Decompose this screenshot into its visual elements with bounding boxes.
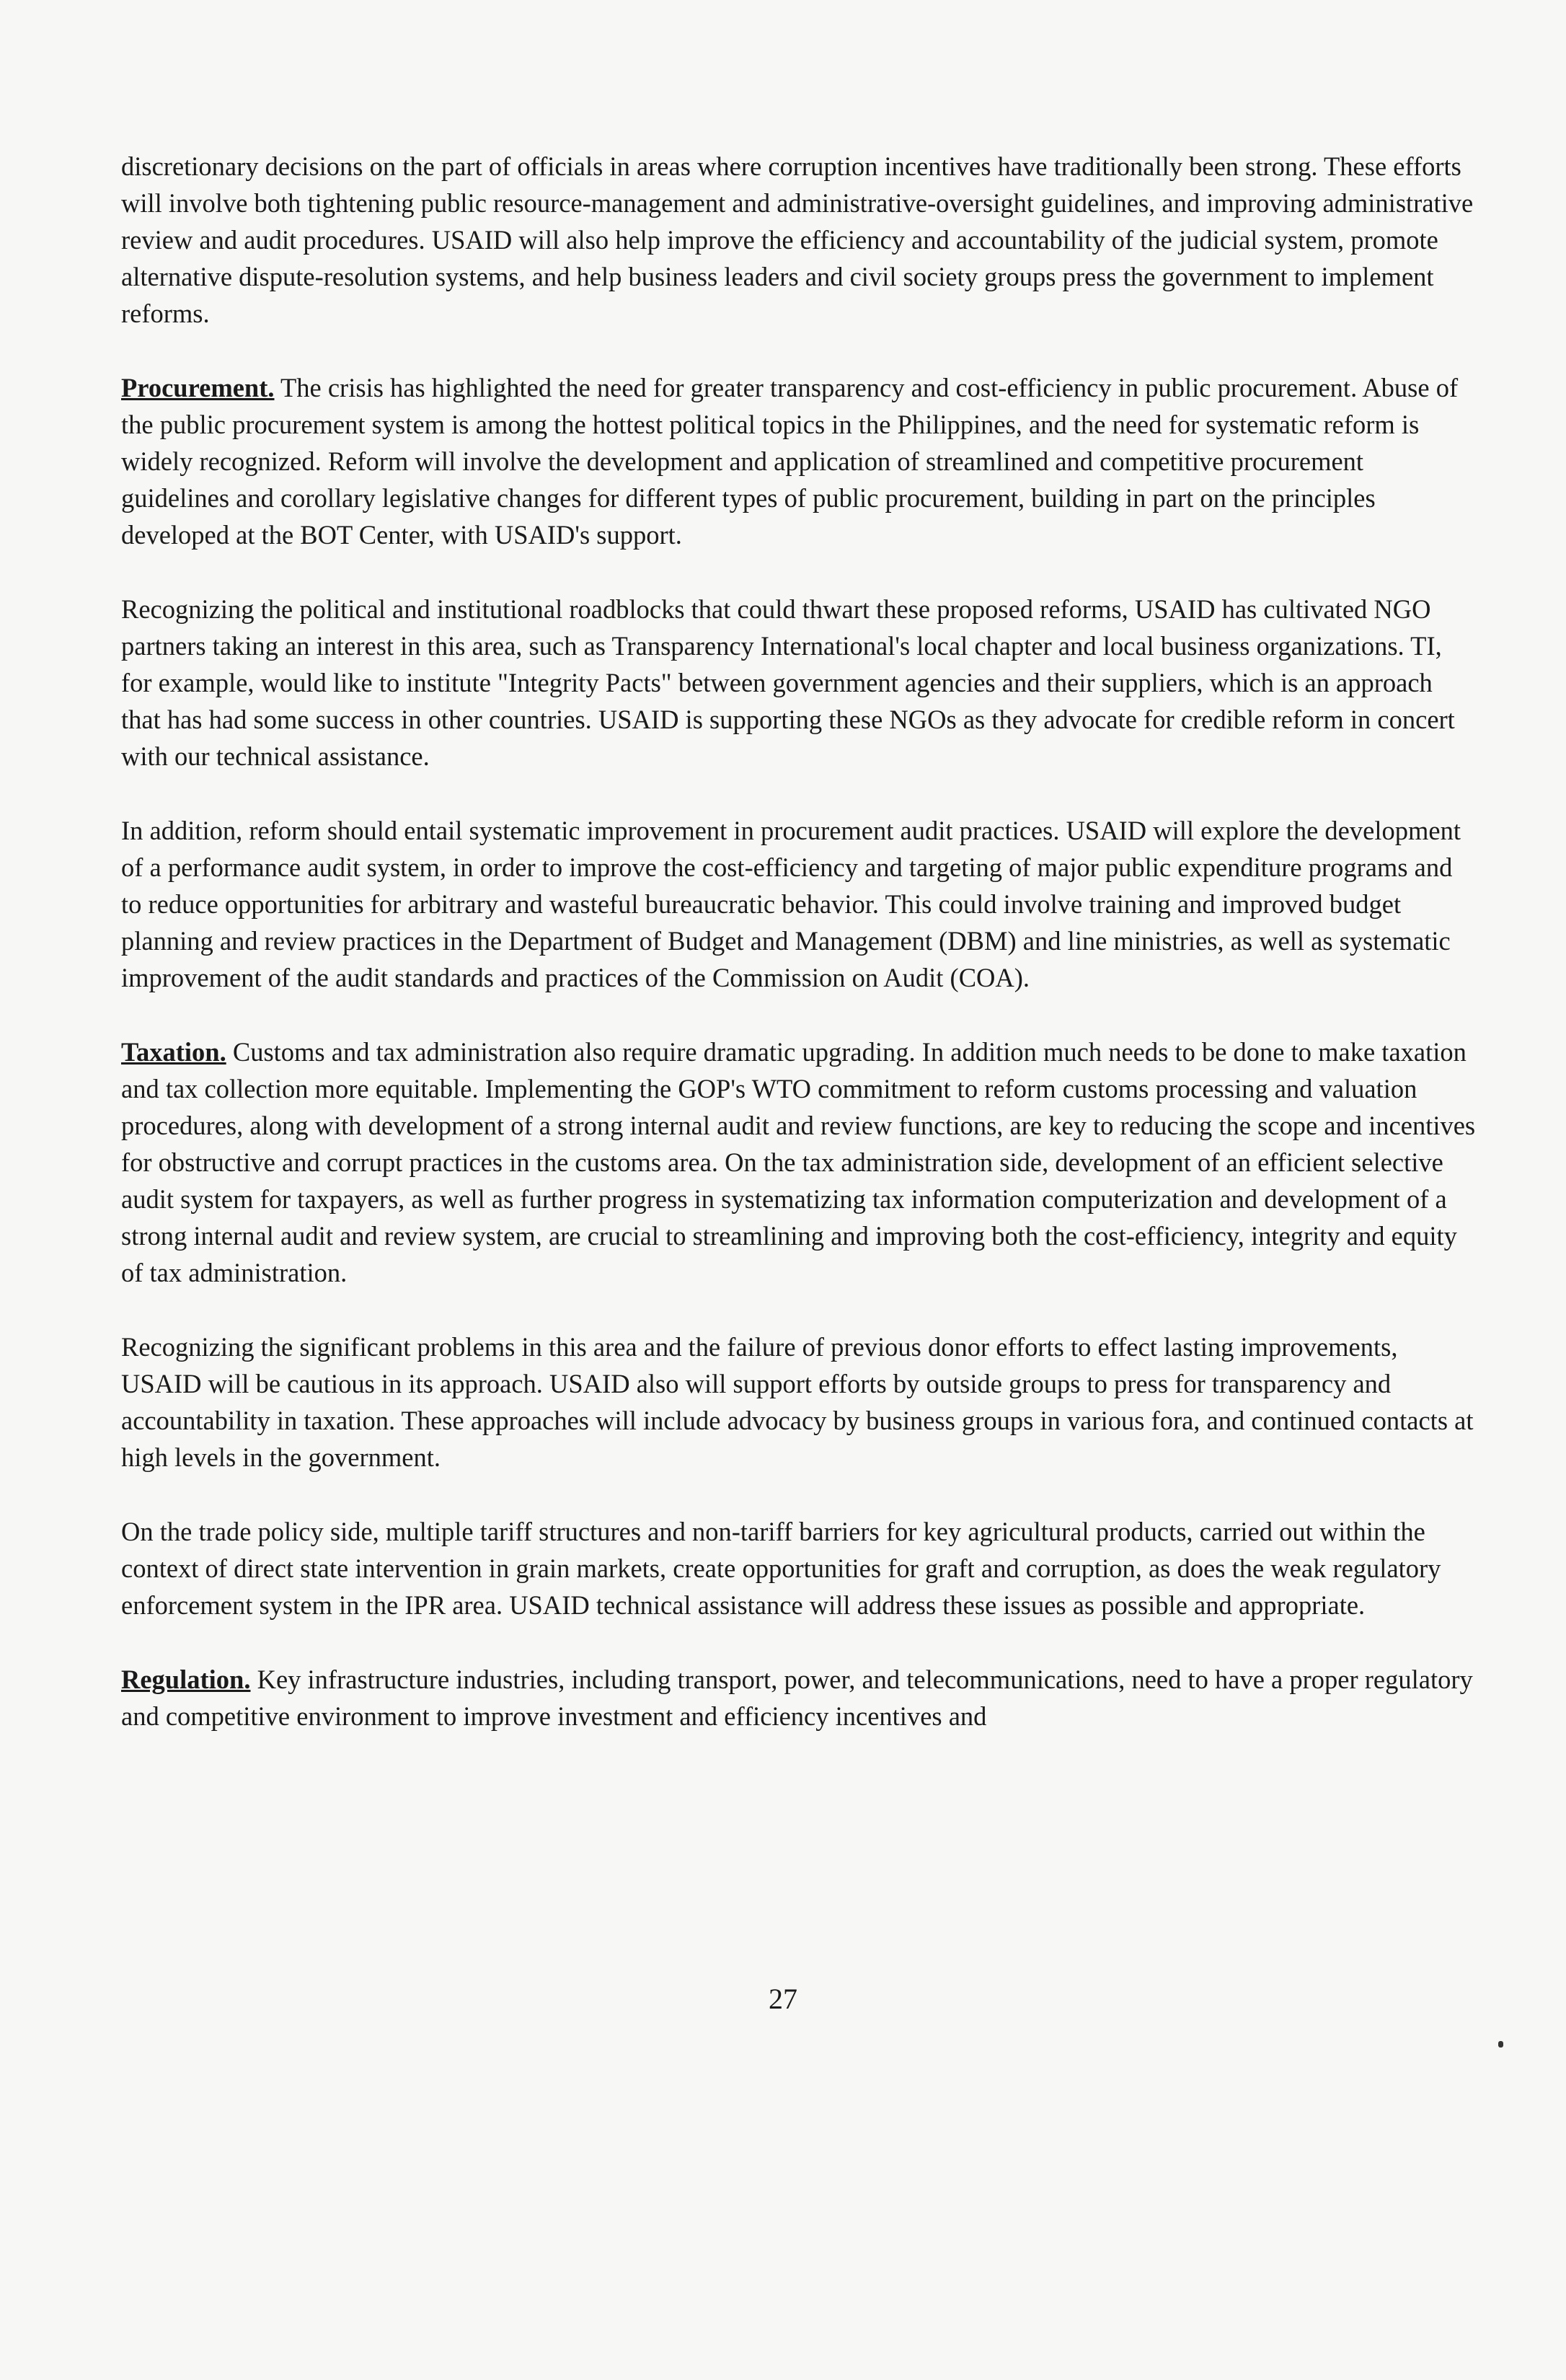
paragraph-regulation <box>121 1661 1477 1735</box>
paragraph-text: On the trade policy side, multiple tariff structures and non-tariff barriers for key agricultural products, carried out within the context of direct state intervention in grain markets, create opportunities for graft and corruption, as does the weak regulatory enforcement system in the IPR area. USAID technical assistance will address these issues as possible and appropriate. <box>121 1517 1441 1620</box>
paragraph-text: Recognizing the significant problems in this area and the failure of previous donor efforts to effect lasting improvements, USAID will be cautious in its approach. USAID also will support efforts by outside groups to press for transparency and accountability in taxation. These approaches will include advocacy by business groups in various fora, and continued contacts at high levels in the government. <box>121 1332 1474 1472</box>
section-heading-procurement: Procurement. <box>121 373 275 402</box>
paragraph-ngo-partners <box>121 591 1477 775</box>
paragraph-text: The crisis has highlighted the need for greater transparency and cost-efficiency in public procurement. Abuse of the public procurement system is among the hottest political topics in the Philippines, and the need for systematic reform is widely recognized. Reform will involve the development and application of streamlined and competitive procurement guidelines and corollary legislative changes for different types of public procurement, building in part on the principles developed at the BOT Center, with USAID's support. <box>121 373 1459 550</box>
paragraph-audit-practices <box>121 812 1477 996</box>
section-heading-regulation: Regulation. <box>121 1665 251 1694</box>
page-number: 27 <box>769 1983 797 2015</box>
paragraph-text: Recognizing the political and institutional roadblocks that could thwart these proposed reforms, USAID has cultivated NGO partners taking an interest in this area, such as Transparency International's local chapter and local business organizations. TI, for example, would like to institute "Integrity Pacts" between government agencies and their suppliers, which is an approach that has had some success in other countries. USAID is supporting these NGOs as they advocate for credible reform in concert with our technical assistance. <box>121 594 1455 771</box>
paragraph-text: Key infrastructure industries, including transport, power, and telecommunications, need to have a proper regulatory and competitive environment to improve investment and efficiency incentives and <box>121 1665 1473 1731</box>
paragraph-text: Customs and tax administration also require dramatic upgrading. In addition much needs to be done to make taxation and tax collection more equitable. Implementing the GOP's WTO commitment to reform customs processing and valuation procedures, along with development of a strong internal audit and review functions, are key to reducing the scope and incentives for obstructive and corrupt practices in the customs area. On the tax administration side, development of an efficient selective audit system for taxpayers, as well as further progress in systematizing tax information computerization and development of a strong internal audit and review system, are crucial to streamlining and improving both the cost-efficiency, integrity and equity of tax administration. <box>121 1037 1476 1287</box>
paragraph-taxation <box>121 1033 1477 1291</box>
section-heading-taxation: Taxation. <box>121 1037 226 1067</box>
scan-speck-mark <box>1498 2041 1503 2048</box>
paragraph-text: discretionary decisions on the part of officials in areas where corruption incentives have traditionally been strong. These efforts will involve both tightening public resource-management and administrative-oversight guidelines, and improving administrative review and audit procedures. USAID will also help improve the efficiency and accountability of the judicial system, promote alternative dispute-resolution systems, and help business leaders and civil society groups press the government to implement reforms. <box>121 151 1474 328</box>
paragraph-trade-policy <box>121 1513 1477 1623</box>
paragraph-text: In addition, reform should entail systematic improvement in procurement audit practices. USAID will explore the development of a performance audit system, in order to improve the cost-efficiency and targeting of major public expenditure programs and to reduce opportunities for arbitrary and wasteful bureaucratic behavior. This could involve training and improved budget planning and review practices in the Department of Budget and Management (DBM) and line ministries, as well as systematic improvement of the audit standards and practices of the Commission on Audit (COA). <box>121 816 1461 992</box>
document-body <box>121 148 1477 1772</box>
paragraph-anticorruption-intro <box>121 148 1477 332</box>
paragraph-procurement <box>121 369 1477 553</box>
paragraph-tax-approach <box>121 1328 1477 1476</box>
